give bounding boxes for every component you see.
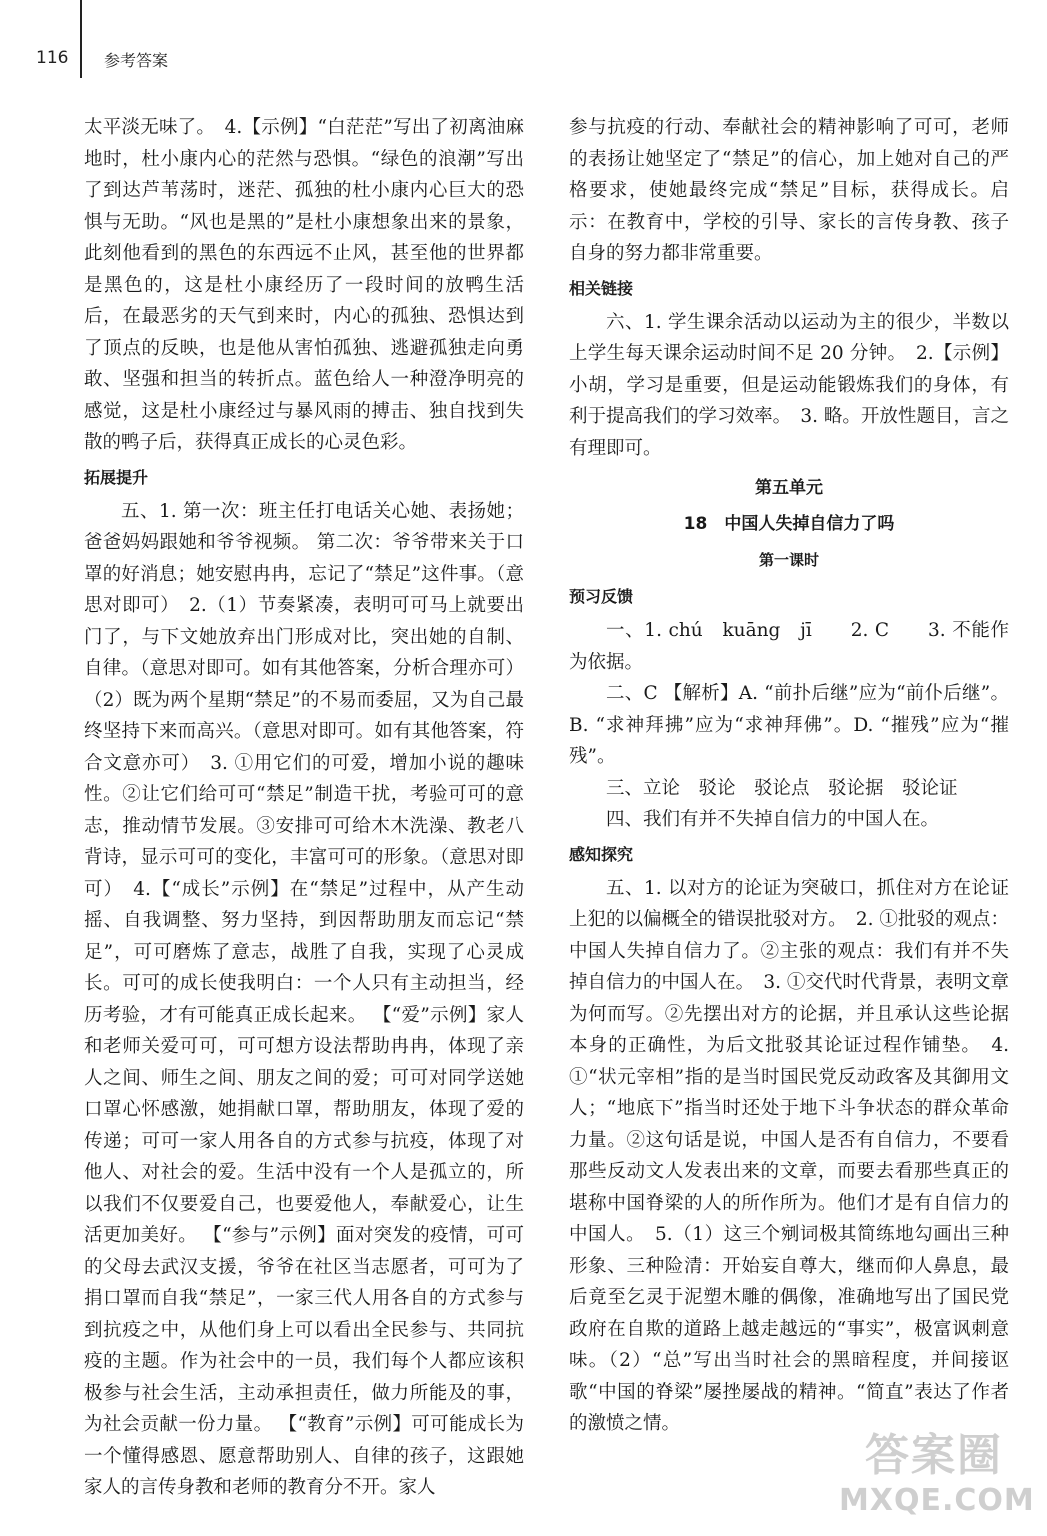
paragraph: 太平淡无味了。 4.【示例】“白茫茫”写出了初离油麻地时，杜小康内心的茫然与恐惧。“绿色的浪潮”写出了到达芦苇荡时，迷茫、孤独的杜小康内心巨大的恐惧与无助。“风也是黑的”是杜小康想象出来的景象，此刻他看到的黑色的东西远不止风，甚至他的世界都是黑色的，这是杜小康经历了一段时间的放鸭生活后，在最恶劣的天气到来时，内心的孤独、恐惧达到了顶点的反映，也是他从害怕孤独、逃避孤独走向勇敢、坚强和担当的转折点。蓝色给人一种澄净明亮的感觉，这是杜小康经过与暴风雨的搏击、独自找到失散的鸭子后，获得真正成长的心灵色彩。 bbox=[84, 117, 524, 453]
right-column bbox=[569, 112, 1009, 1440]
unit-title: 第五单元 bbox=[755, 478, 823, 498]
section-heading-ganzhi: 感知探究 bbox=[569, 844, 634, 864]
header-divider bbox=[80, 0, 82, 78]
watermark-logo bbox=[839, 1428, 1035, 1528]
section-heading-xiangguan: 相关链接 bbox=[569, 278, 634, 298]
section-heading-tuozhan: 拓展提升 bbox=[84, 467, 149, 487]
running-header: 参考答案 bbox=[104, 51, 169, 70]
paragraph: 二、C 【解析】A. “前扑后继”应为“前仆后继”。B. “求神拜拂”应为“求神拜佛”。D. “摧残”应为“摧残”。 bbox=[569, 683, 1009, 767]
paragraph: 五、1. 以对方的论证为突破口，抓住对方在论证上犯的以偏概全的错误批驳对方。 2. ①批驳的观点：中国人失掉自信力了。②主张的观点：我们有并不失掉自信力的中国人在。 3. ①交代时代背景，表明文章为何而写。②先摆出对方的论据，并且承认这些论据本身的正确性，为后文批驳其论证过程作铺垫。 4. ①“状元宰相”指的是当时国民党反动政客及其御用文人；“地底下”指当时还处于地下斗争状态的群众革命力量。②这句话是说，中国人是否有自信力，不要看那些反动文人发表出来的文章，而要去看那些真正的堪称中国脊梁的人的所作所为。他们才是有自信力的中国人。 5.（1）这三个剜词极其简练地勾画出三种形象、三种险清：开始妄自尊大，继而仰人鼻息，最后竟至乞灵于泥塑木雕的偶像，准确地写出了国民党政府在自欺的道路上越走越远的“事实”，极富讽刺意味。（2）“总”写出当时社会的黑暗程度，并间接讴歌“中国的脊梁”屡挫屡战的精神。“简直”表达了作者的激愤之情。 bbox=[569, 877, 1009, 1434]
section-heading-yuxi: 预习反馈 bbox=[569, 587, 634, 606]
paragraph: 六、1. 学生课余活动以运动为主的很少，半数以上学生每天课余运动时间不足 20 分钟。 2.【示例】小胡，学习是重要，但是运动能锻炼我们的身体，有利于提高我们的学习效率。 3. 略。开放性题目，言之有理即可。 bbox=[569, 311, 1009, 459]
watermark-url: MXQE.COM bbox=[839, 1483, 1035, 1518]
paragraph: 四、我们有并不失掉自信力的中国人在。 bbox=[606, 809, 940, 830]
period-title: 第一课时 bbox=[758, 551, 819, 569]
lesson-title: 18 中国人失掉自信力了吗 bbox=[683, 514, 895, 534]
paragraph: 三、立论 驳论 驳论点 驳论据 驳论证 bbox=[606, 777, 958, 799]
paragraph: 一、1. chú kuāng jī 2. C 3. 不能作为依据。 bbox=[569, 620, 1009, 673]
paragraph: 参与抗疫的行动、奉献社会的精神影响了可可，老师的表扬让她坚定了“禁足”的信心，加上她对自己的严格要求，使她最终完成“禁足”目标，获得成长。启示：在教育中，学校的引导、家长的言传身教、孩子自身的努力都非常重要。 bbox=[569, 117, 1009, 264]
watermark-text: 答案圈 bbox=[865, 1430, 1003, 1481]
paragraph: 五、1. 第一次：班主任打电话关心她、表扬她；爸爸妈妈跟她和爷爷视频。 第二次：爷爷带来关于口罩的好消息；她安慰冉冉，忘记了“禁足”这件事。（意思对即可） 2.（1）节奏紧凑，表明可可马上就要出门了，与下文她放弃出门形成对比，突出她的自制、自律。（意思对即可。如有其他答案，分析合理亦可）（2）既为两个星期“禁足”的不易而委屈，又为自己最终坚持下来而高兴。（意思对即可。如有其他答案，符合文意亦可） 3. ①用它们的可爱，增加小说的趣味性。②让它们给可可“禁足”制造干扰，考验可可的意志，推动情节发展。③安排可可给木木洗澡、教老八背诗，显示可可的变化，丰富可可的形象。（意思对即可） 4.【“成长”示例】在“禁足”过程中，从产生动摇、自我调整、努力坚持，到因帮助朋友而忘记“禁足”，可可磨炼了意志，战胜了自我，实现了心灵成长。可可的成长使我明白：一个人只有主动担当，经历考验，才有可能真正成长起来。 【“爱”示例】家人和老师关爱可可，可可想方设法帮助冉冉，体现了亲人之间、师生之间、朋友之间的爱；可可对同学送她口罩心怀感激，她捐献口罩，帮助朋友，体现了爱的传递；可可一家人用各自的方式参与抗疫，体现了对他人、对社会的爱。生活中没有一个人是孤立的，所以我们不仅要爱自己，也要爱他人，奉献爱心，让生活更加美好。 【“参与”示例】面对突发的疫情，可可的父母去武汉支援，爷爷在社区当志愿者，可可为了捐口罩而自我“禁足”，一家三代人用各自的方式参与到抗疫之中，从他们身上可以看出全民参与、共同抗疫的主题。作为社会中的一员，我们每个人都应该积极参与社会生活，主动承担责任，做力所能及的事，为社会贡献一份力量。 【“教育”示例】可可能成长为一个懂得感恩、愿意帮助别人、自律的孩子，这跟她家人的言传身教和老师的教育分不开。家人 bbox=[84, 500, 524, 1498]
left-column bbox=[84, 112, 524, 1504]
page-number: 116 bbox=[36, 48, 69, 68]
